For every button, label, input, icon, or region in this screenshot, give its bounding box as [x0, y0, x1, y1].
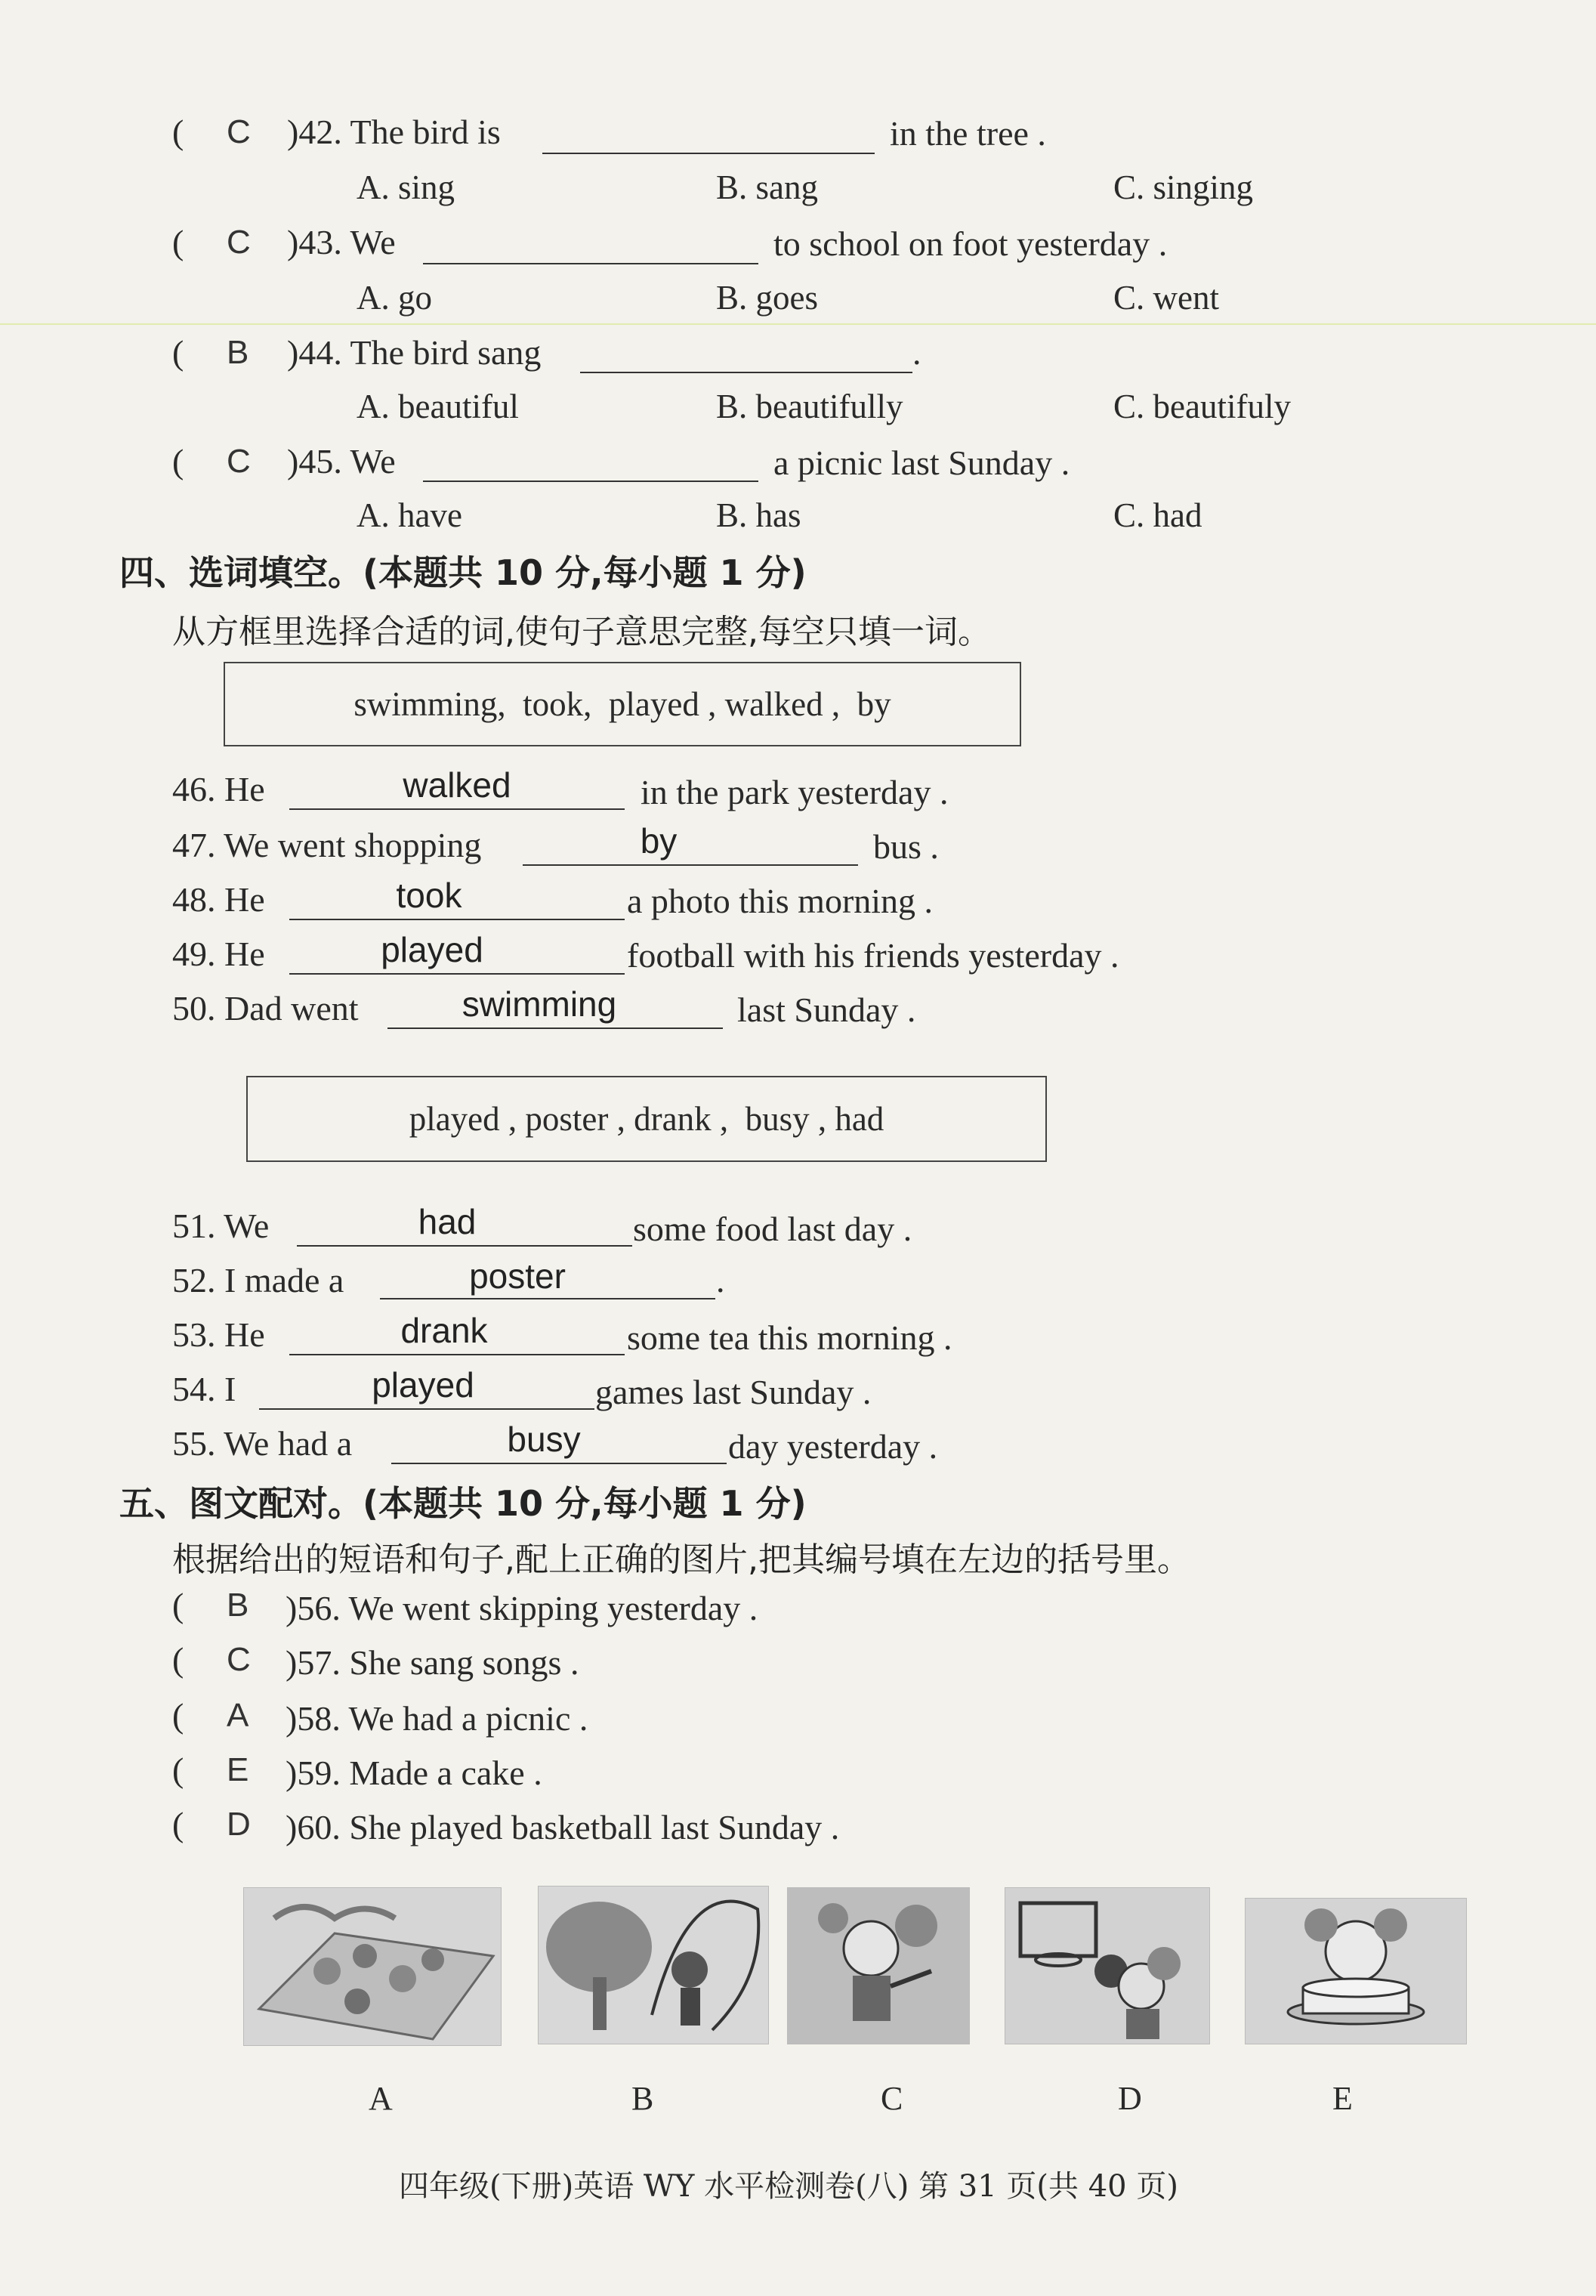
fill-46-before: 46. He: [172, 770, 265, 808]
fill-50-before: 50. Dad went: [172, 989, 359, 1027]
match-60-text: )60. She played basketball last Sunday .: [286, 1808, 840, 1846]
fill-51-answer: had: [418, 1202, 477, 1241]
match-58-text: )58. We had a picnic .: [286, 1699, 588, 1738]
option-42-a: A. sing: [357, 168, 455, 206]
fill-47-before: 47. We went shopping: [172, 826, 482, 864]
cake-illustration: [1246, 1899, 1466, 2044]
match-56-text: )56. We went skipping yesterday .: [286, 1589, 758, 1627]
answer-57: C: [227, 1641, 251, 1678]
bracket-open: (: [172, 1805, 184, 1843]
option-43-b: B. goes: [716, 279, 818, 317]
fill-53-answer: drank: [400, 1311, 488, 1350]
fill-48-answer: took: [396, 876, 462, 915]
fill-52-answer: poster: [469, 1256, 566, 1296]
option-44-a: A. beautiful: [357, 388, 519, 425]
fill-52-before: 52. I made a: [172, 1261, 344, 1299]
picture-c-singing: [787, 1887, 970, 2044]
blank-46[interactable]: [289, 808, 625, 810]
blank-44[interactable]: [580, 372, 912, 373]
blank-53[interactable]: [289, 1354, 625, 1355]
option-42-b: B. sang: [716, 168, 818, 206]
word-box-1: [224, 662, 1021, 746]
blank-49[interactable]: [289, 973, 625, 975]
answer-45: C: [227, 443, 251, 480]
question-45-after: a picnic last Sunday .: [773, 443, 1070, 482]
option-42-c: C. singing: [1113, 168, 1254, 206]
fill-52-after: .: [716, 1261, 725, 1299]
bracket-open: (: [172, 442, 184, 481]
answer-43: C: [227, 224, 251, 261]
fill-47-answer: by: [640, 821, 678, 861]
fill-50-after: last Sunday .: [737, 990, 916, 1029]
answer-58: A: [227, 1697, 249, 1734]
option-43-a: A. go: [357, 279, 432, 317]
bracket-open: (: [172, 1586, 184, 1624]
blank-54[interactable]: [259, 1408, 594, 1410]
fill-55-after: day yesterday .: [728, 1427, 938, 1466]
fill-47-after: bus .: [873, 827, 939, 866]
question-44-close: )44. The bird sang: [287, 333, 542, 372]
picture-b-skipping: [538, 1886, 769, 2044]
picture-e-cake: [1245, 1898, 1467, 2044]
picture-label-b: B: [631, 2080, 654, 2117]
singing-girl-illustration: [788, 1888, 969, 2044]
basketball-illustration: [1005, 1888, 1209, 2044]
option-44-b: B. beautifully: [716, 388, 903, 425]
skipping-illustration: [539, 1887, 768, 2044]
bracket-open: (: [172, 1696, 184, 1735]
blank-52[interactable]: [380, 1298, 715, 1299]
fill-53-after: some tea this morning .: [627, 1318, 952, 1357]
picnic-illustration: [244, 1888, 501, 2045]
section4-instruction: 从方框里选择合适的词,使句子意思完整,每空只填一词。: [172, 613, 991, 651]
fill-55-before: 55. We had a: [172, 1424, 353, 1463]
fill-48-after: a photo this morning .: [627, 882, 934, 920]
answer-59: E: [227, 1751, 249, 1788]
blank-50[interactable]: [387, 1027, 723, 1029]
fill-51-after: some food last day .: [633, 1210, 912, 1248]
blank-48[interactable]: [289, 919, 625, 920]
bracket-open: (: [172, 333, 184, 372]
question-42-close: )42. The bird is: [287, 113, 501, 151]
question-42-after: in the tree .: [890, 114, 1046, 153]
section5-title: 五、图文配对。(本题共 10 分,每小题 1 分): [119, 1483, 807, 1524]
fold-line: [0, 323, 1596, 325]
option-45-b: B. has: [716, 496, 801, 534]
option-45-c: C. had: [1113, 496, 1202, 534]
blank-42[interactable]: [542, 153, 875, 154]
fill-54-answer: played: [372, 1365, 474, 1404]
answer-42: C: [227, 113, 251, 150]
blank-43[interactable]: [423, 263, 758, 264]
picture-d-basketball: [1005, 1887, 1210, 2044]
fill-49-before: 49. He: [172, 935, 265, 973]
fill-54-after: games last Sunday .: [595, 1373, 872, 1411]
answer-56: B: [227, 1587, 249, 1624]
fill-48-before: 48. He: [172, 880, 265, 919]
option-43-c: C. went: [1113, 279, 1219, 317]
picture-label-d: D: [1118, 2080, 1142, 2117]
section5-instruction: 根据给出的短语和句子,配上正确的图片,把其编号填在左边的括号里。: [172, 1540, 1190, 1579]
option-45-a: A. have: [357, 496, 462, 534]
fill-53-before: 53. He: [172, 1315, 265, 1354]
picture-label-e: E: [1332, 2080, 1353, 2117]
fill-54-before: 54. I: [172, 1370, 236, 1408]
question-44-after: .: [912, 333, 921, 372]
word-box-1-text: swimming, took, played , walked , by: [353, 685, 891, 723]
fill-50-answer: swimming: [462, 984, 617, 1024]
bracket-open: (: [172, 223, 184, 261]
section4-title: 四、选词填空。(本题共 10 分,每小题 1 分): [119, 552, 807, 593]
question-43-close: )43. We: [287, 223, 396, 261]
fill-49-answer: played: [381, 930, 483, 969]
question-45-close: )45. We: [287, 442, 396, 481]
match-57-text: )57. She sang songs .: [286, 1643, 579, 1682]
question-43-after: to school on foot yesterday .: [773, 224, 1168, 263]
picture-label-c: C: [881, 2080, 903, 2117]
option-44-c: C. beautifuly: [1113, 388, 1291, 425]
picture-a-picnic: [243, 1887, 502, 2046]
fill-55-answer: busy: [507, 1420, 581, 1459]
match-59-text: )59. Made a cake .: [286, 1754, 542, 1792]
word-box-2: [246, 1076, 1047, 1162]
picture-label-a: A: [369, 2080, 393, 2117]
blank-47[interactable]: [523, 864, 858, 866]
answer-44: B: [227, 334, 249, 371]
answer-60: D: [227, 1806, 251, 1843]
bracket-open: (: [172, 113, 184, 151]
blank-45[interactable]: [423, 481, 758, 482]
fill-51-before: 51. We: [172, 1207, 270, 1245]
blank-51[interactable]: [297, 1245, 632, 1247]
blank-55[interactable]: [391, 1463, 727, 1464]
fill-49-after: football with his friends yesterday .: [627, 936, 1119, 975]
bracket-open: (: [172, 1640, 184, 1679]
bracket-open: (: [172, 1751, 184, 1789]
word-box-2-text: played , poster , drank , busy , had: [409, 1100, 884, 1138]
fill-46-after: in the park yesterday .: [641, 773, 949, 811]
fill-46-answer: walked: [403, 765, 511, 805]
page-footer: 四年级(下册)英语 WY 水平检测卷(八) 第 31 页(共 40 页): [399, 2169, 1178, 2204]
